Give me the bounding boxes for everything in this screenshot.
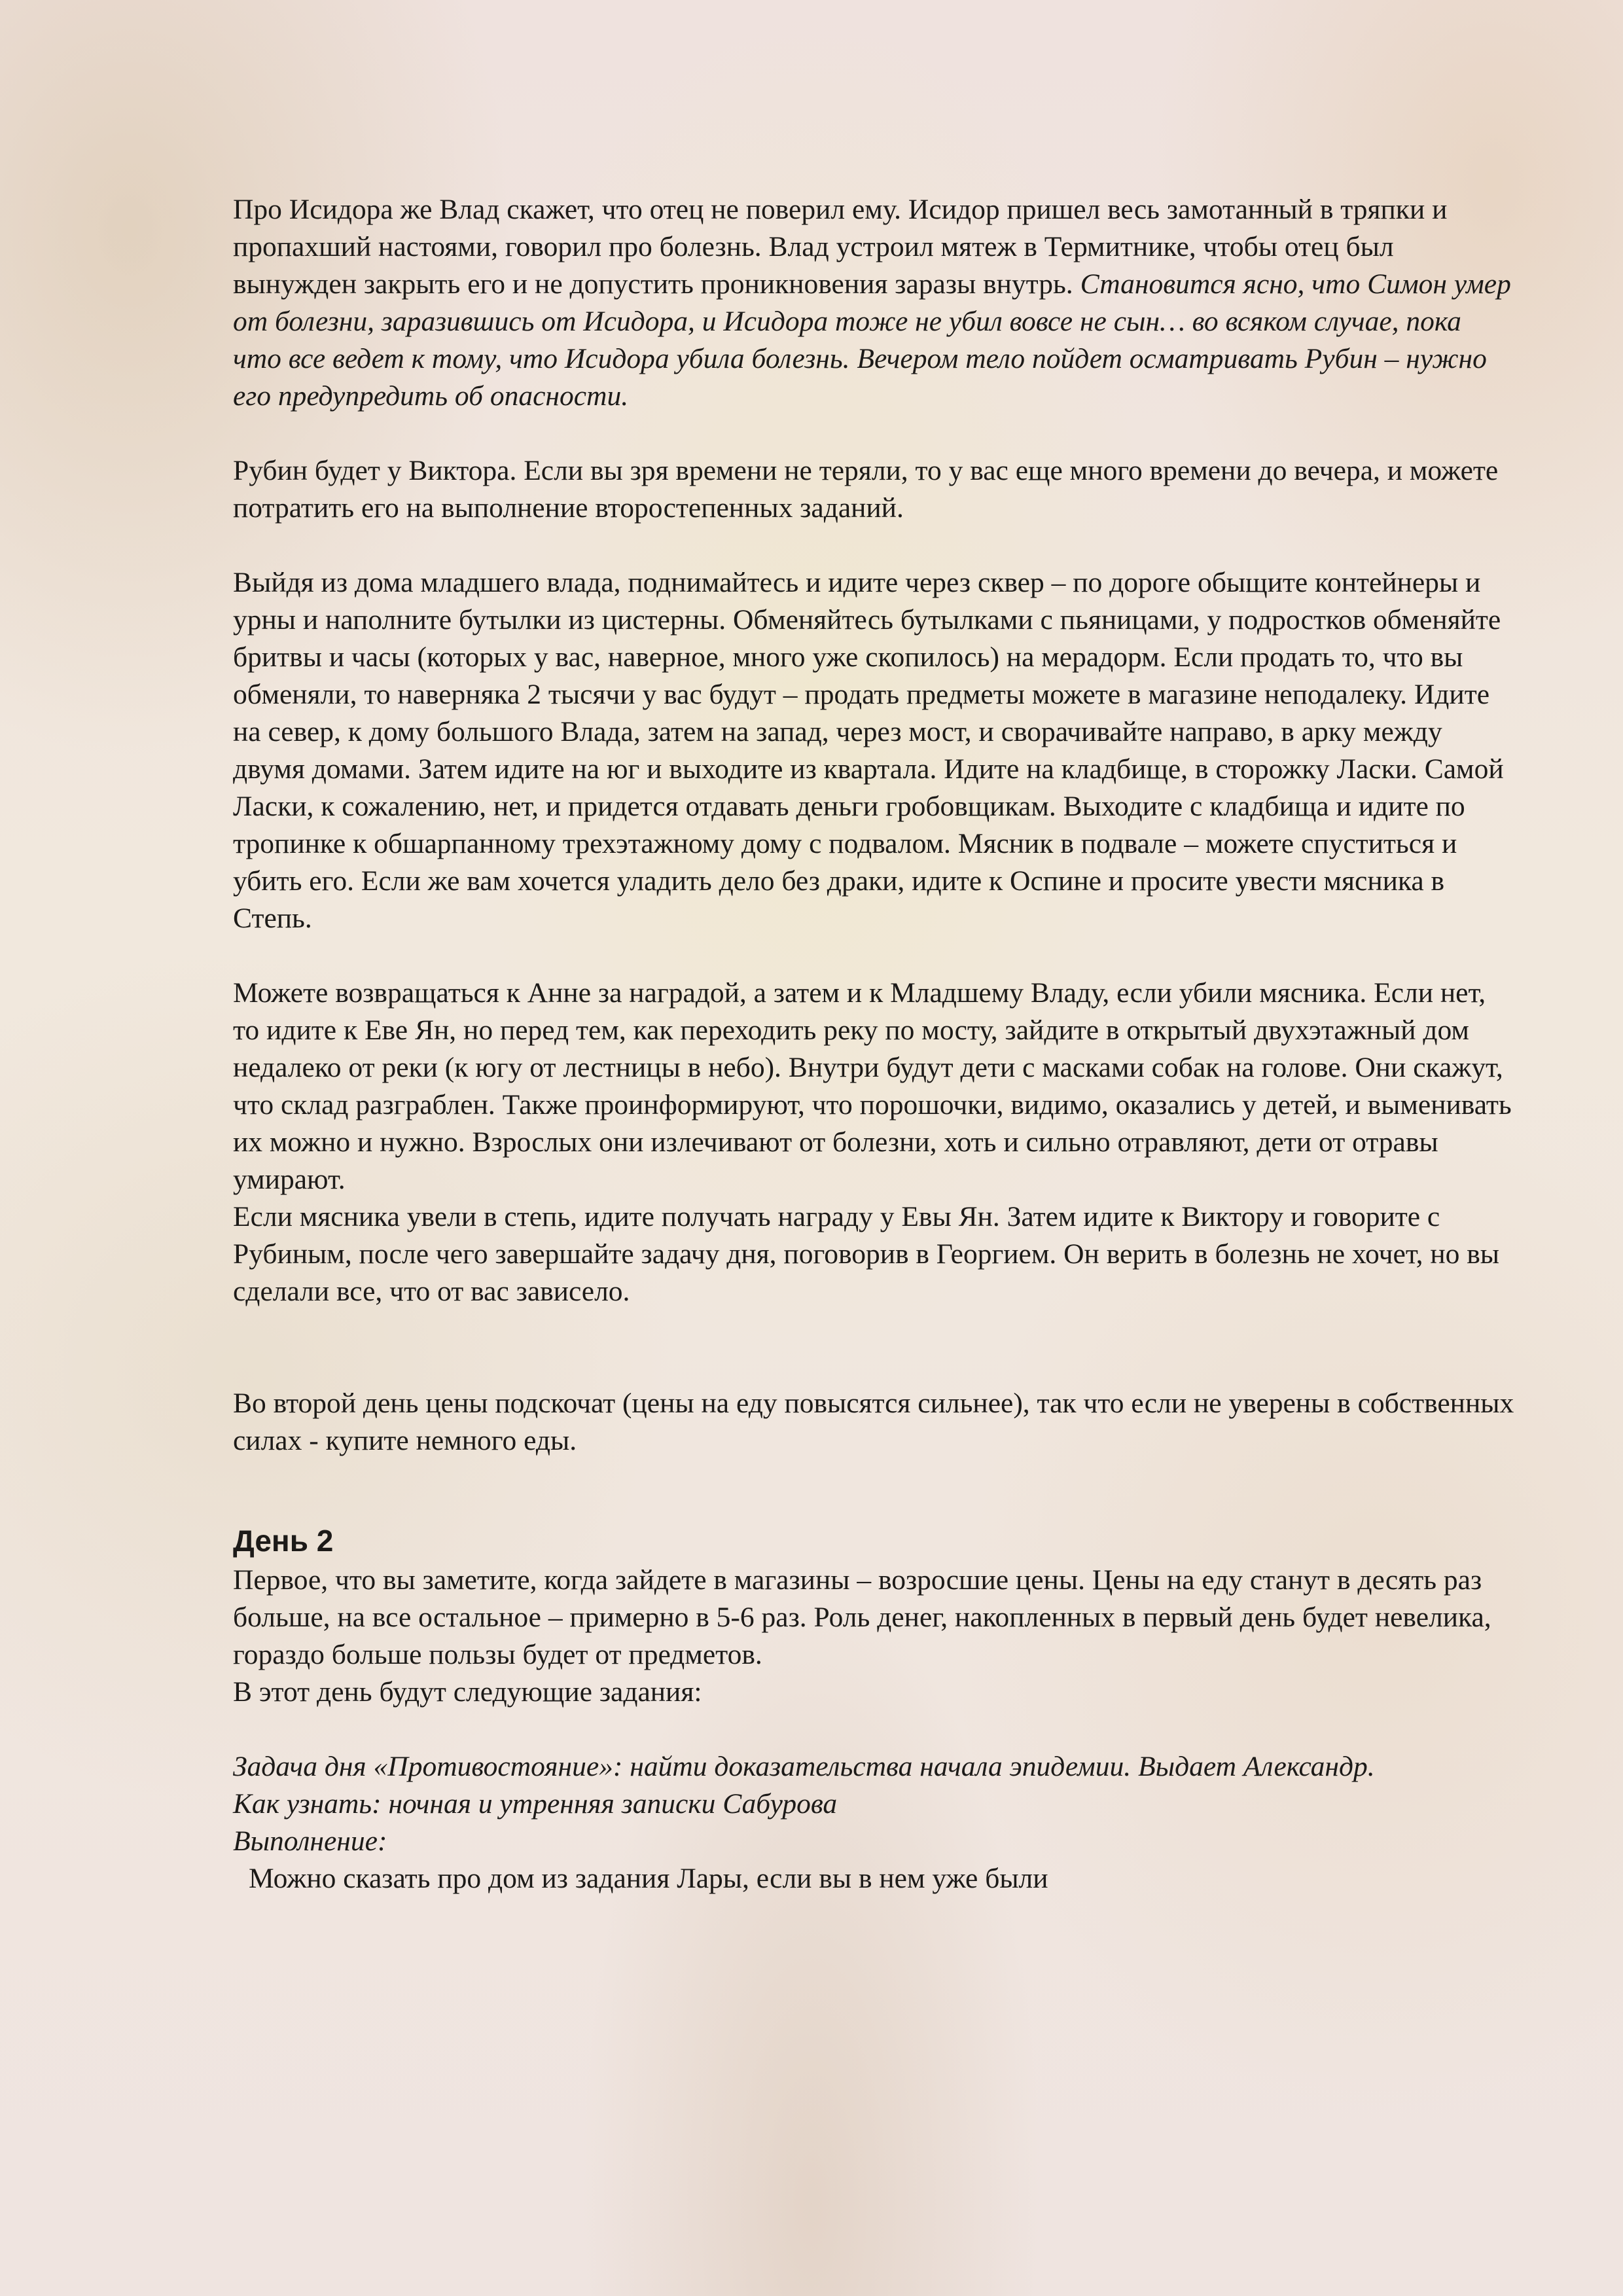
paragraph-anna: Можете возвращаться к Анне за наградой, а затем и к Младшему Владу, если убили мясника. Если нет, то идите к Еве Ян, но перед тем, как переходить реку по мосту, зайдите в открытый двухэтажный дом недалеко от реки (к югу от лестницы в небо). Внутри будут дети с масками собак на голове. Они скажут, что склад разграблен. Также проинформируют, что порошочки, видимо, оказались у детей, и выменивать их можно и нужно. Взрослых они излечивают от болезни, хоть и сильно отравляют, дети от отравы умирают. [233,977,1512,1195]
task-note: Можно сказать про дом из задания Лары, если вы в нем уже были [249,1863,1048,1894]
paragraph-rubin: Рубин будет у Виктора. Если вы зря времени не теряли, то у вас еще много времени до вечера, и можете потратить его на выполнение второстепенных заданий. [233,455,1499,524]
paragraph-prices: Первое, что вы заметите, когда зайдете в магазины – возросшие цены. Цены на еду станут в десять раз больше, на все остальное – примерно в 5-6 раз. Роль денег, накопленных в первый день будет невелика, гораздо больше пользы будет от предметов. [233,1564,1491,1670]
paragraph-isidor [233,191,1516,415]
section-heading: День 2 [233,1524,334,1558]
paragraph-isidor-text: Про Исидора же Влад скажет, что отец не поверил ему. Исидор пришел весь замотанный в тряпки и пропахший настоями, говорил про болезнь. Влад устроил мятеж в Термитнике, чтобы отец был вынужден закрыть его и не допустить проникновения заразы внутрь. [233,194,1448,300]
paragraph-isidor-italic: Становится ясно, что Симон умер от болезни, заразившись от Исидора, и Исидора тоже не убил вовсе не сын… во всяком случае, пока что все ведет к тому, что Исидора убила болезнь. Вечером тело пойдет осматривать Рубин – нужно его предупредить об опасности. [233,268,1511,412]
paragraph-walkthrough: Выйдя из дома младшего влада, поднимайтесь и идите через сквер – по дороге обыщите контейнеры и урны и наполните бутылки из цистерны. Обменяйтесь бутылками с пьяницами, у подростков обменяйте бритвы и часы (которых у вас, наверное, много уже скопилось) на мерадорм. Если продать то, что вы обменяли, то наверняка 2 тысячи у вас будут – продать предметы можете в магазине неподалеку. Идите на север, к дому большого Влада, затем на запад, через мост, и сворачивайте направо, в арку между двумя домами. Затем идите на юг и выходите из квартала. Идите на кладбище, в сторожку Ласки. Самой Ласки, к сожалению, нет, и придется отдавать деньги гробовщикам. Выходите с кладбища и идите по тропинке к обшарпанному трехэтажному дому с подвалом. Мясник в подвале – можете спуститься и убить его. Если же вам хочется уладить дело без драки, идите к Оспине и просите увести мясника в Степь. [233,567,1504,934]
paragraph-steppe: Если мясника увели в степь, идите получать награду у Евы Ян. Затем идите к Виктору и говорите с Рубиным, после чего завершайте задачу дня, поговорив в Георгием. Он верить в болезнь не хочет, но вы сделали все, что от вас зависело. [233,1201,1500,1307]
task-title: Задача дня «Противостояние»: найти доказательства начала эпидемии. Выдает Александр. [233,1751,1375,1782]
paragraph-tasks-intro: В этот день будут следующие задания: [233,1676,702,1708]
document-page [233,191,1516,1897]
task-exec-label: Выполнение: [233,1825,387,1857]
paragraph-prices-warning: Во второй день цены подскочат (цены на еду повысятся сильнее), так что если не уверены в собственных силах - купите немного еды. [233,1388,1514,1456]
task-how: Как узнать: ночная и утренняя записки Сабурова [233,1788,838,1820]
